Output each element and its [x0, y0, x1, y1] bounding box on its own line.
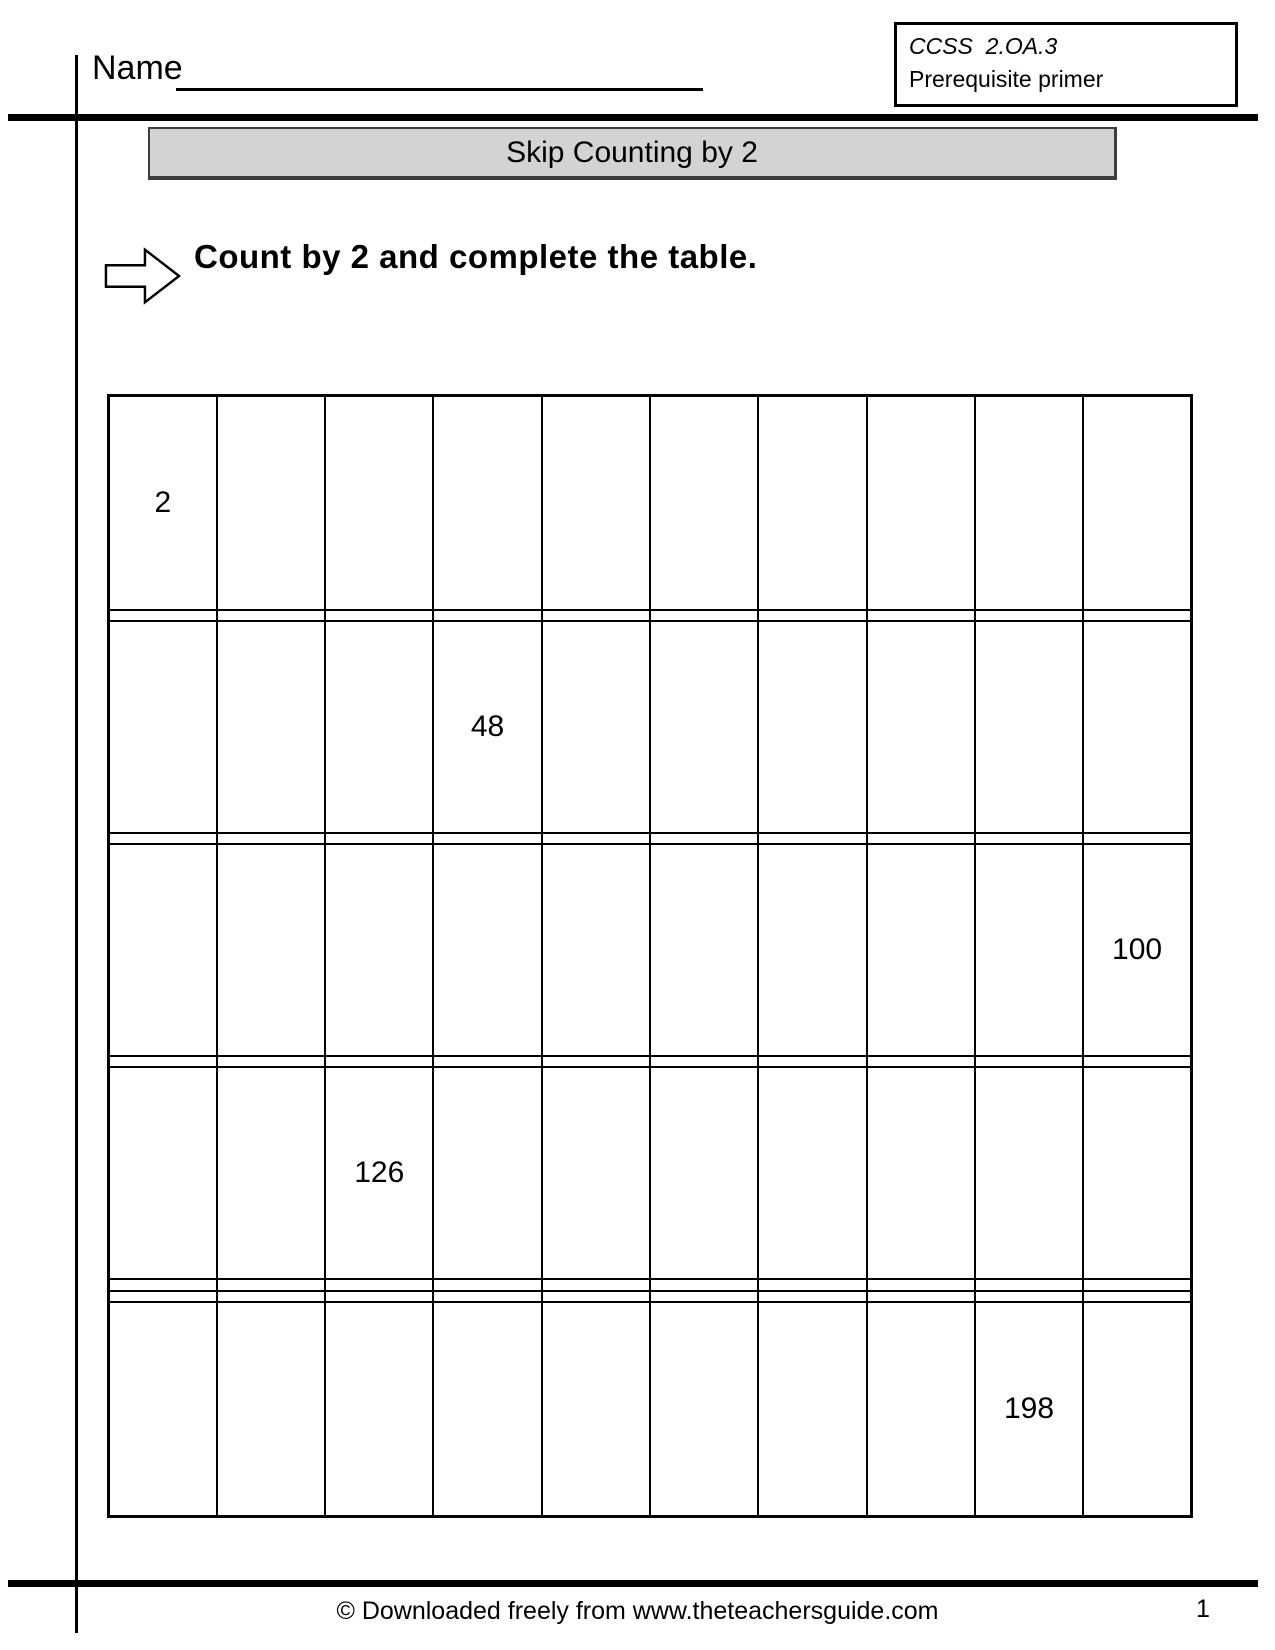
grid-cell-r8c6 — [758, 1291, 866, 1303]
grid-cell-r3c6 — [758, 833, 866, 845]
table-row — [109, 833, 1192, 845]
ccss-standard-box — [894, 22, 1238, 107]
grid-cell-r0c0: 2 — [109, 396, 217, 610]
grid-cell-r6c6 — [758, 1067, 866, 1278]
grid-cell-r2c8 — [975, 621, 1083, 832]
ccss-code: CCSS 2.OA.3 — [909, 33, 1058, 59]
grid-cell-r0c8 — [975, 396, 1083, 610]
grid-cell-r3c9 — [1083, 833, 1191, 845]
grid-cell-r3c3 — [433, 833, 541, 845]
grid-cell-r6c9 — [1083, 1067, 1191, 1278]
grid-cell-r8c7 — [867, 1291, 975, 1303]
grid-cell-r3c1 — [217, 833, 325, 845]
grid-cell-r4c2 — [325, 844, 433, 1055]
grid-cell-r2c2 — [325, 621, 433, 832]
grid-cell-r3c8 — [975, 833, 1083, 845]
grid-cell-r9c1 — [217, 1302, 325, 1516]
grid-cell-r6c5 — [650, 1067, 758, 1278]
grid-cell-r8c9 — [1083, 1291, 1191, 1303]
grid-cell-r0c5 — [650, 396, 758, 610]
grid-cell-r1c9 — [1083, 610, 1191, 622]
grid-cell-r4c0 — [109, 844, 217, 1055]
grid-cell-r5c1 — [217, 1056, 325, 1068]
table-row — [109, 1291, 1192, 1303]
grid-cell-r9c8: 198 — [975, 1302, 1083, 1516]
grid-cell-r0c1 — [217, 396, 325, 610]
grid-cell-r9c5 — [650, 1302, 758, 1516]
table-row — [109, 844, 1192, 1055]
grid-cell-r4c5 — [650, 844, 758, 1055]
grid-cell-r7c2 — [325, 1279, 433, 1291]
grid-cell-r5c9 — [1083, 1056, 1191, 1068]
grid-cell-r1c1 — [217, 610, 325, 622]
grid-cell-r0c6 — [758, 396, 866, 610]
table-row — [109, 1056, 1192, 1068]
grid-cell-r6c0 — [109, 1067, 217, 1278]
grid-cell-r1c8 — [975, 610, 1083, 622]
grid-cell-r5c5 — [650, 1056, 758, 1068]
grid-cell-r2c4 — [542, 621, 650, 832]
page-number: 1 — [1196, 1595, 1210, 1623]
grid-cell-r5c6 — [758, 1056, 866, 1068]
grid-cell-r5c3 — [433, 1056, 541, 1068]
grid-cell-r7c3 — [433, 1279, 541, 1291]
grid-cell-r7c9 — [1083, 1279, 1191, 1291]
grid-cell-r9c7 — [867, 1302, 975, 1516]
grid-cell-r0c9 — [1083, 396, 1191, 610]
footer-rule — [8, 1580, 1258, 1587]
grid-cell-r6c1 — [217, 1067, 325, 1278]
grid-cell-r1c6 — [758, 610, 866, 622]
name-blank-line — [176, 88, 703, 91]
header-rule — [8, 114, 1258, 121]
grid-cell-r8c4 — [542, 1291, 650, 1303]
grid-cell-r2c1 — [217, 621, 325, 832]
grid-cell-r2c7 — [867, 621, 975, 832]
table-row — [109, 396, 1192, 610]
grid-cell-r7c0 — [109, 1279, 217, 1291]
grid-cell-r9c2 — [325, 1302, 433, 1516]
grid-cell-r6c7 — [867, 1067, 975, 1278]
table-row — [109, 621, 1192, 832]
grid-cell-r2c9 — [1083, 621, 1191, 832]
table-row — [109, 1279, 1192, 1291]
right-block-arrow-icon — [104, 245, 182, 307]
grid-cell-r9c9 — [1083, 1302, 1191, 1516]
grid-cell-r2c0 — [109, 621, 217, 832]
name-label: Name — [92, 49, 183, 87]
grid-cell-r8c5 — [650, 1291, 758, 1303]
grid-cell-r8c0 — [109, 1291, 217, 1303]
instruction-text: Count by 2 and complete the table. — [194, 238, 758, 275]
grid-cell-r3c2 — [325, 833, 433, 845]
grid-cell-r1c0 — [109, 610, 217, 622]
worksheet-title: Skip Counting by 2 — [506, 135, 758, 169]
grid-cell-r6c3 — [433, 1067, 541, 1278]
grid-cell-r3c4 — [542, 833, 650, 845]
grid-cell-r1c4 — [542, 610, 650, 622]
grid-cell-r2c6 — [758, 621, 866, 832]
grid-cell-r9c0 — [109, 1302, 217, 1516]
grid-cell-r0c3 — [433, 396, 541, 610]
grid-cell-r1c2 — [325, 610, 433, 622]
footer-credit: © Downloaded freely from www.theteachersguide.com — [336, 1597, 939, 1625]
grid-cell-r6c4 — [542, 1067, 650, 1278]
grid-cell-r7c4 — [542, 1279, 650, 1291]
grid-cell-r8c3 — [433, 1291, 541, 1303]
grid-cell-r3c0 — [109, 833, 217, 845]
grid-cell-r1c5 — [650, 610, 758, 622]
grid-cell-r9c3 — [433, 1302, 541, 1516]
grid-cell-r3c5 — [650, 833, 758, 845]
banner — [148, 127, 1117, 180]
grid-cell-r5c8 — [975, 1056, 1083, 1068]
skip-count-table-body — [109, 396, 1192, 1517]
grid-cell-r4c4 — [542, 844, 650, 1055]
grid-cell-r4c7 — [867, 844, 975, 1055]
grid-cell-r7c8 — [975, 1279, 1083, 1291]
grid-cell-r7c1 — [217, 1279, 325, 1291]
grid-cell-r4c6 — [758, 844, 866, 1055]
grid-cell-r5c7 — [867, 1056, 975, 1068]
grid-cell-r4c9: 100 — [1083, 844, 1191, 1055]
grid-cell-r1c3 — [433, 610, 541, 622]
grid-cell-r6c2: 126 — [325, 1067, 433, 1278]
grid-cell-r5c4 — [542, 1056, 650, 1068]
table-row — [109, 1302, 1192, 1516]
grid-cell-r2c5 — [650, 621, 758, 832]
grid-cell-r8c1 — [217, 1291, 325, 1303]
grid-cell-r4c3 — [433, 844, 541, 1055]
grid-cell-r3c7 — [867, 833, 975, 845]
grid-cell-r1c7 — [867, 610, 975, 622]
grid-cell-r5c0 — [109, 1056, 217, 1068]
ccss-level: Prerequisite primer — [909, 66, 1104, 92]
grid-cell-r2c3: 48 — [433, 621, 541, 832]
left-margin-line — [75, 55, 78, 1633]
grid-cell-r8c2 — [325, 1291, 433, 1303]
grid-cell-r6c8 — [975, 1067, 1083, 1278]
grid-cell-r7c7 — [867, 1279, 975, 1291]
table-row — [109, 610, 1192, 622]
grid-cell-r4c1 — [217, 844, 325, 1055]
grid-cell-r9c6 — [758, 1302, 866, 1516]
grid-cell-r7c6 — [758, 1279, 866, 1291]
grid-cell-r0c2 — [325, 396, 433, 610]
grid-cell-r5c2 — [325, 1056, 433, 1068]
skip-count-table — [107, 394, 1193, 1518]
grid-cell-r4c8 — [975, 844, 1083, 1055]
grid-cell-r9c4 — [542, 1302, 650, 1516]
grid-cell-r7c5 — [650, 1279, 758, 1291]
grid-cell-r0c7 — [867, 396, 975, 610]
grid-cell-r8c8 — [975, 1291, 1083, 1303]
table-row — [109, 1067, 1192, 1278]
grid-cell-r0c4 — [542, 396, 650, 610]
